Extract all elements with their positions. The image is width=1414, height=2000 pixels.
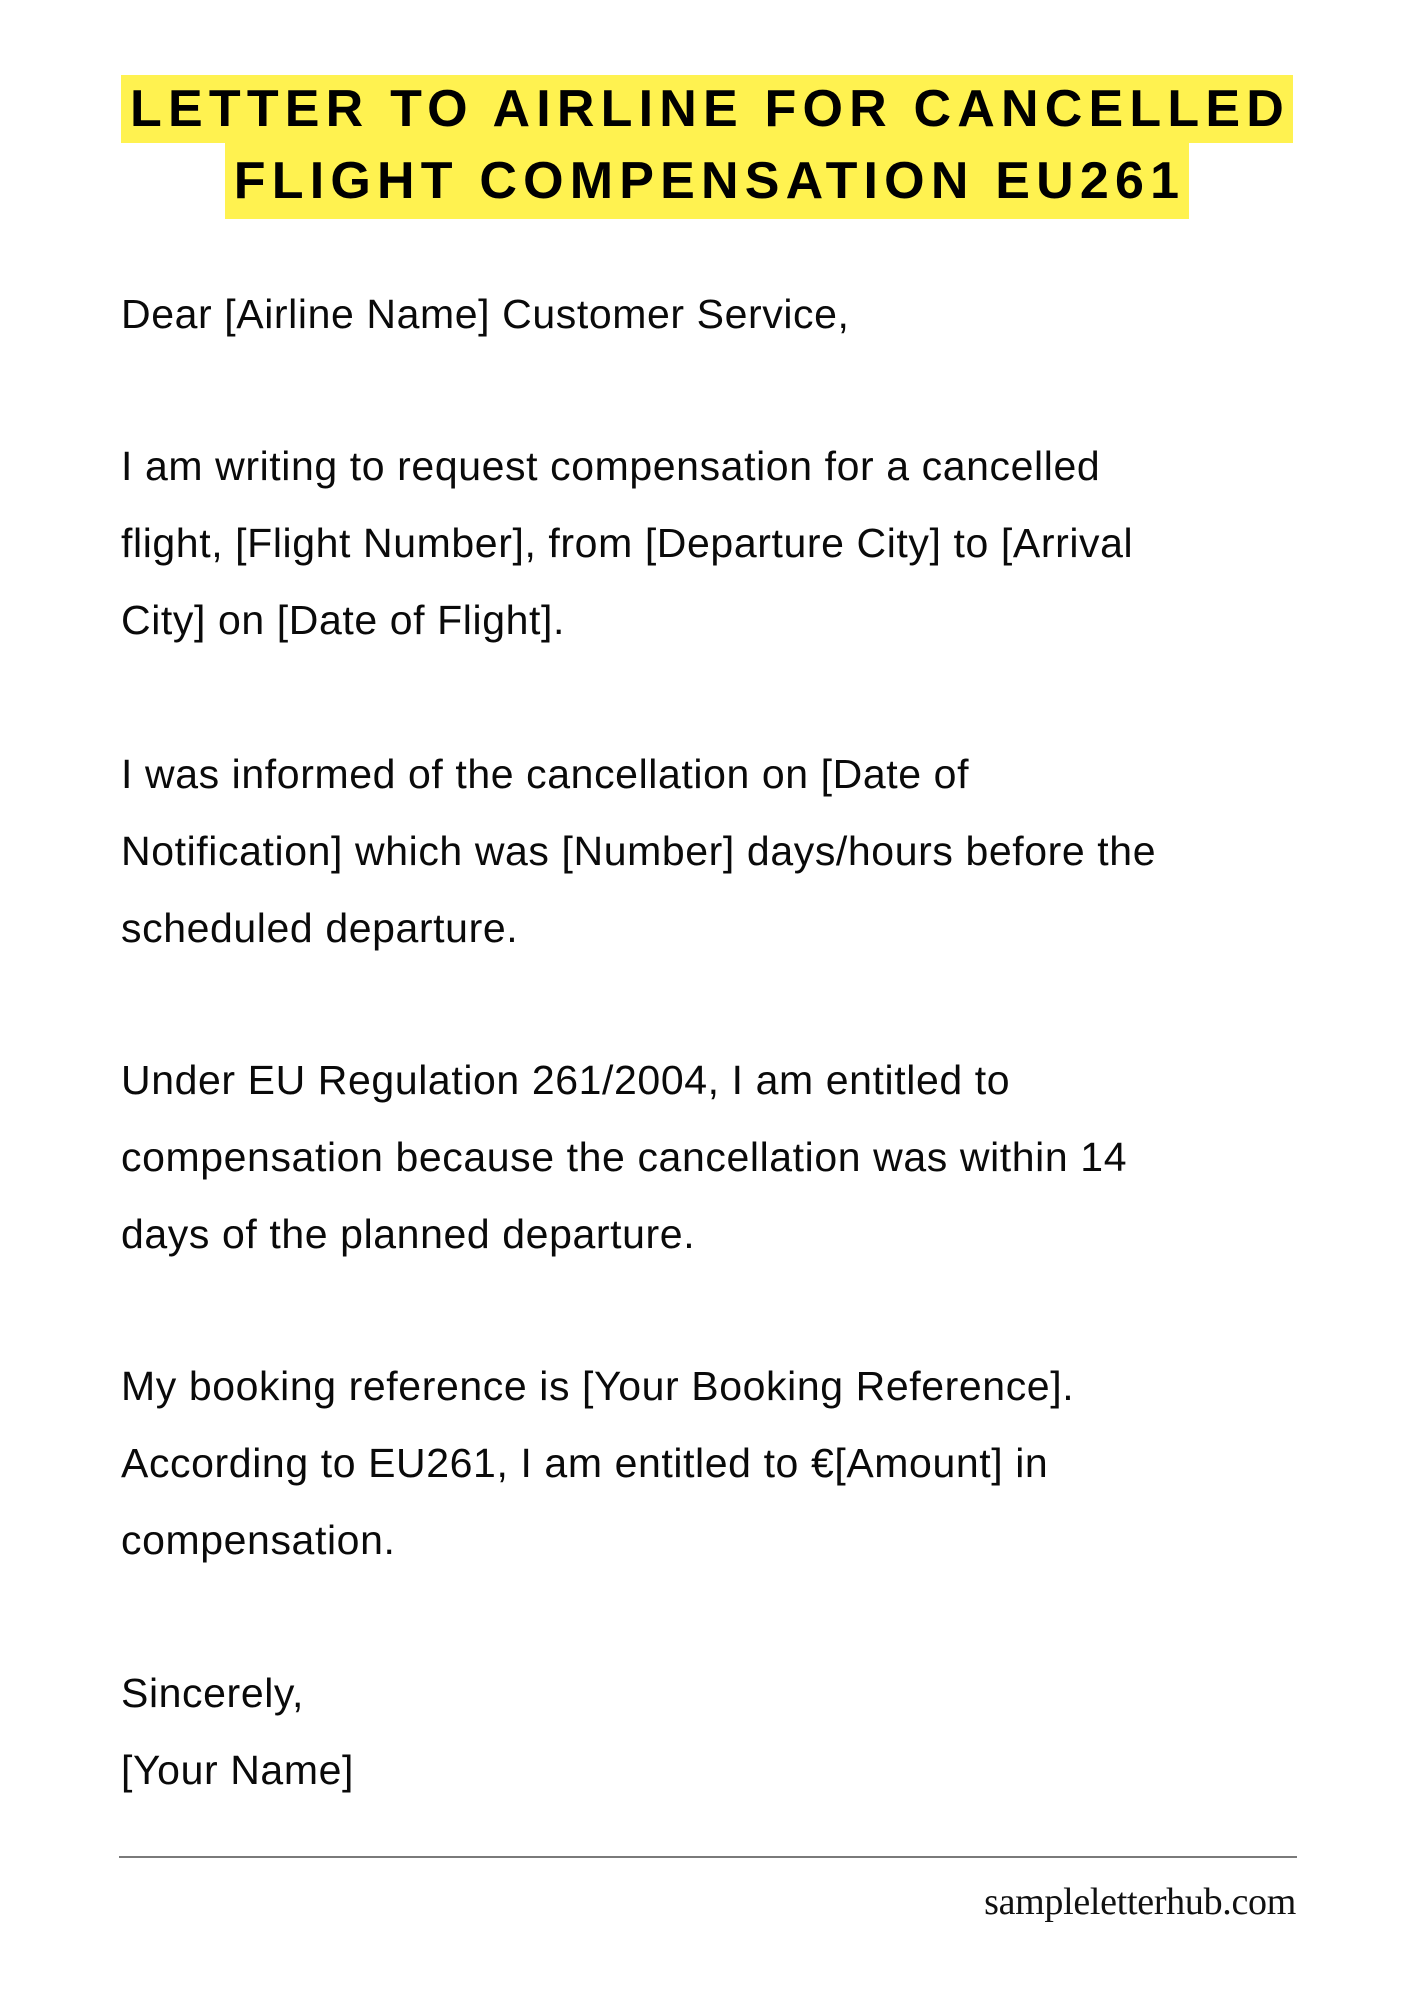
footer-site-name: sampleletterhub.com	[984, 1881, 1296, 1923]
paragraph-line: flight, [Flight Number], from [Departure City] to [Arrival	[121, 520, 1134, 566]
paragraph-line: I am writing to request compensation for a cancelled	[121, 443, 1101, 489]
paragraph-line: City] on [Date of Flight].	[121, 597, 565, 643]
title-line-2	[0, 143, 1414, 219]
footer-divider	[119, 1856, 1297, 1858]
letter-paragraph-4	[121, 1348, 1074, 1579]
letter-paragraph-3	[121, 1042, 1127, 1273]
paragraph-line: compensation.	[121, 1517, 396, 1563]
closing-text: Sincerely,	[121, 1670, 304, 1716]
title-line-1	[0, 75, 1414, 143]
paragraph-line: Under EU Regulation 261/2004, I am entitled to	[121, 1057, 1011, 1103]
title-highlight-1: LETTER TO AIRLINE FOR CANCELLED	[121, 75, 1293, 143]
paragraph-line: days of the planned departure.	[121, 1211, 696, 1257]
paragraph-line: According to EU261, I am entitled to €[Amount] in	[121, 1440, 1049, 1486]
paragraph-line: scheduled departure.	[121, 905, 519, 951]
letter-paragraph-2	[121, 736, 1156, 967]
paragraph-line: Notification] which was [Number] days/hours before the	[121, 828, 1157, 874]
paragraph-line: My booking reference is [Your Booking Reference].	[121, 1363, 1075, 1409]
title-highlight-2: FLIGHT COMPENSATION EU261	[225, 139, 1189, 219]
paragraph-line: compensation because the cancellation was within 14	[121, 1134, 1128, 1180]
signature-name: [Your Name]	[121, 1747, 354, 1793]
greeting-text: Dear [Airline Name] Customer Service,	[121, 291, 850, 337]
page-title	[0, 75, 1414, 219]
letter-paragraph-1	[121, 428, 1133, 659]
letter-greeting	[121, 276, 850, 353]
letter-signoff	[121, 1655, 354, 1809]
paragraph-line: I was informed of the cancellation on [Date of	[121, 751, 970, 797]
